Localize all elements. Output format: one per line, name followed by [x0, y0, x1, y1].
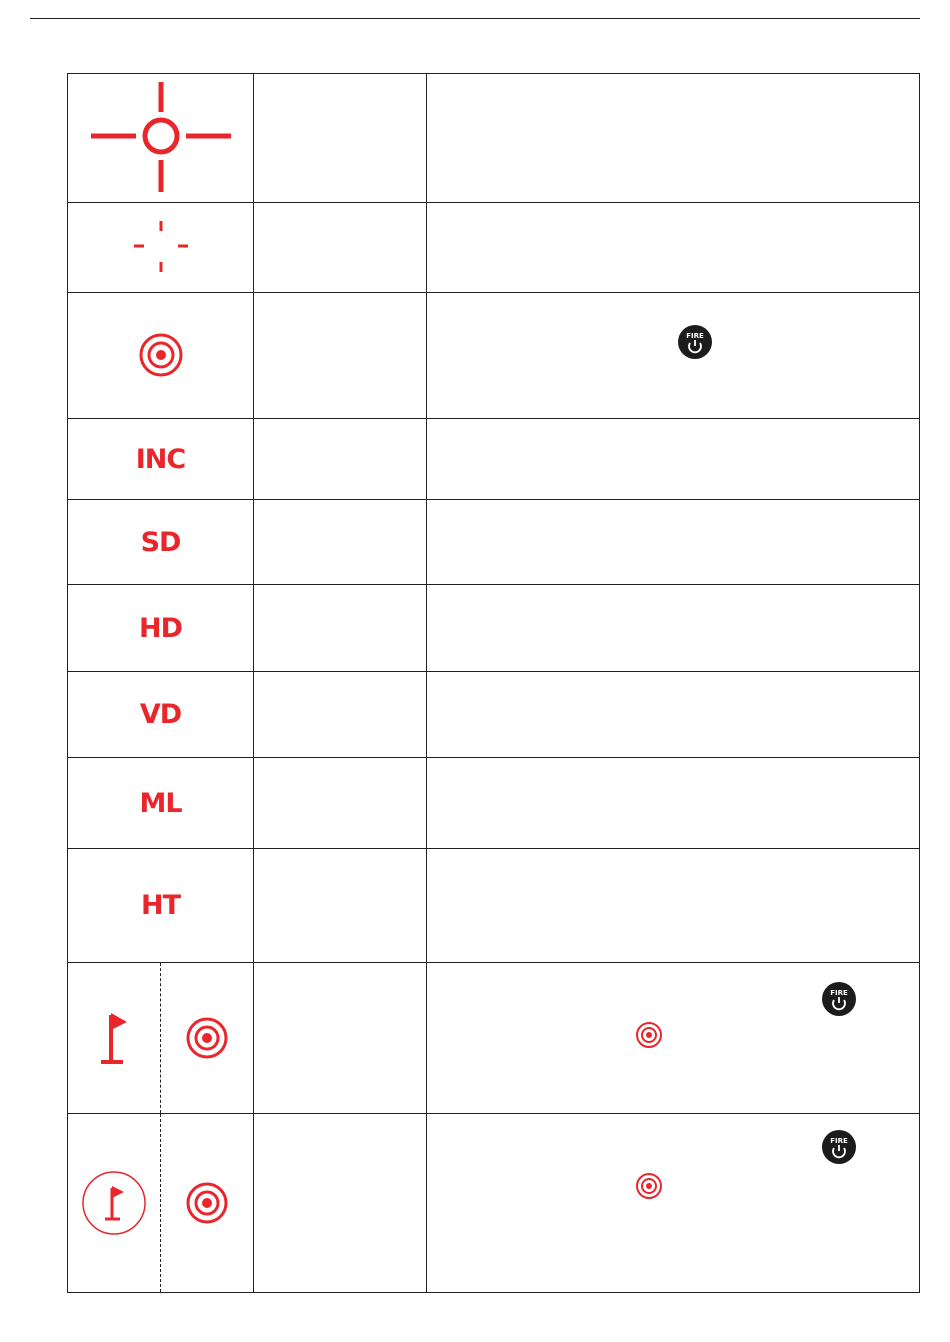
inc-label: INC	[135, 443, 186, 475]
description-cell	[427, 585, 920, 672]
fire-button-icon	[676, 323, 714, 361]
svg-text:FIRE: FIRE	[830, 1137, 848, 1145]
symbol-cell	[68, 500, 254, 585]
target-icon	[182, 1178, 232, 1228]
flag-circle-icon	[79, 1168, 149, 1238]
ml-label: ML	[139, 787, 182, 819]
symbol-cell	[68, 672, 254, 758]
description-cell	[427, 758, 920, 849]
name-cell	[254, 963, 427, 1114]
symbol-cell	[68, 963, 254, 1114]
symbol-cell	[68, 849, 254, 963]
symbol-cell	[68, 74, 254, 203]
svg-text:FIRE: FIRE	[830, 989, 848, 997]
top-rule	[30, 18, 920, 19]
table-row	[68, 419, 920, 500]
name-cell	[254, 585, 427, 672]
symbol-cell	[68, 203, 254, 293]
table-row	[68, 758, 920, 849]
name-cell	[254, 419, 427, 500]
name-cell	[254, 74, 427, 203]
table-row	[68, 500, 920, 585]
description-cell	[427, 849, 920, 963]
flag-icon	[89, 1003, 139, 1073]
target-icon	[634, 1171, 664, 1201]
target-icon	[182, 1013, 232, 1063]
table-row	[68, 74, 920, 203]
table-row	[68, 293, 920, 419]
symbol-cell	[68, 419, 254, 500]
symbol-cell	[68, 758, 254, 849]
svg-text:FIRE: FIRE	[686, 332, 704, 340]
fire-button-icon	[820, 1128, 858, 1166]
ht-label: HT	[140, 890, 180, 921]
crosshair-circle-icon	[68, 74, 254, 202]
name-cell	[254, 500, 427, 585]
name-cell	[254, 672, 427, 758]
description-cell	[427, 419, 920, 500]
name-cell	[254, 293, 427, 419]
name-cell	[254, 1114, 427, 1293]
name-cell	[254, 849, 427, 963]
table-row	[68, 585, 920, 672]
description-cell	[427, 500, 920, 585]
symbol-cell	[68, 1114, 254, 1293]
vd-label: VD	[139, 699, 182, 730]
description-cell	[427, 1114, 920, 1293]
crosshair-dashed-icon	[68, 203, 254, 292]
table-row	[68, 203, 920, 293]
table-row	[68, 849, 920, 963]
target-icon	[68, 293, 254, 418]
fire-button-icon	[820, 980, 858, 1018]
name-cell	[254, 203, 427, 293]
description-cell	[427, 74, 920, 203]
description-cell	[427, 293, 920, 419]
symbol-cell	[68, 293, 254, 419]
table-row	[68, 1114, 920, 1293]
table-row	[68, 672, 920, 758]
name-cell	[254, 758, 427, 849]
table-row	[68, 963, 920, 1114]
description-cell	[427, 963, 920, 1114]
symbol-legend-table	[67, 73, 920, 1293]
description-cell	[427, 672, 920, 758]
hd-label: HD	[138, 612, 182, 644]
description-cell	[427, 203, 920, 293]
target-icon	[634, 1020, 664, 1050]
sd-label: SD	[140, 526, 181, 558]
symbol-cell	[68, 585, 254, 672]
